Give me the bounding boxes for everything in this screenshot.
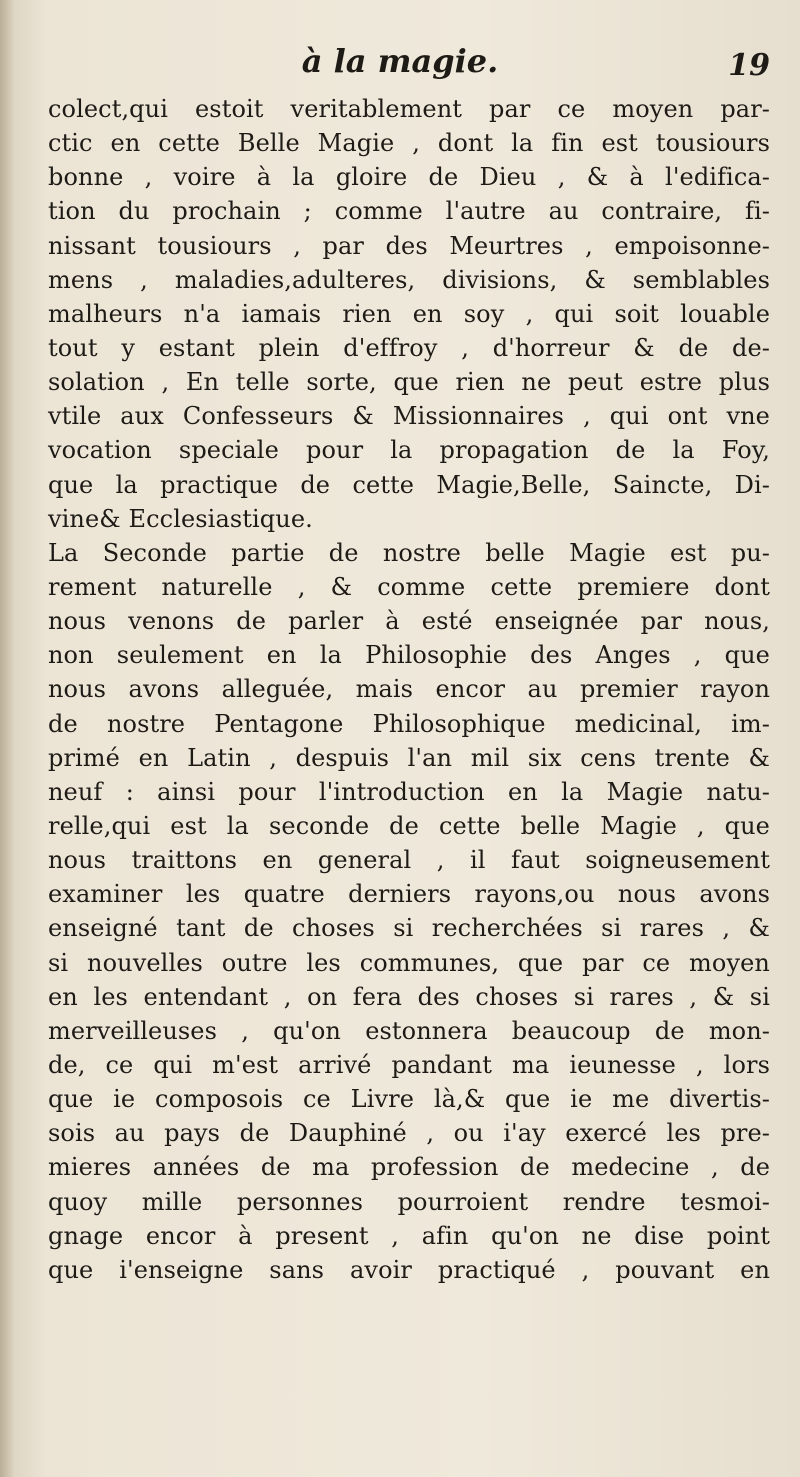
text-line: enseigné tant de choses si recherchées si rares , & — [48, 914, 770, 943]
text-line: nissant tousiours , par des Meurtres , empoisonne- — [48, 231, 770, 260]
text-line: mens , maladies,adulteres, divisions, & semblables — [48, 265, 770, 294]
text-line: tion du prochain ; comme l'autre au contraire, fi- — [48, 197, 770, 226]
text-line: solation , En telle sorte, que rien ne peut estre plus — [48, 368, 770, 397]
text-line: que i'enseigne sans avoir practiqué , pouvant en — [48, 1255, 770, 1284]
text-line: vocation speciale pour la propagation de la Foy, — [48, 436, 770, 465]
text-line: que la practique de cette Magie,Belle, Saincte, Di- — [48, 470, 770, 499]
text-line: neuf : ainsi pour l'introduction en la Magie natu- — [48, 777, 770, 806]
text-line: nous venons de parler à esté enseignée par nous, — [48, 607, 770, 636]
text-line: malheurs n'a iamais rien en soy , qui soit louable — [48, 299, 770, 328]
text-line: merveilleuses , qu'on estonnera beaucoup de mon- — [48, 1016, 770, 1045]
page-gutter — [0, 0, 14, 1477]
text-line: si nouvelles outre les communes, que par ce moyen — [48, 948, 770, 977]
text-line: ctic en cette Belle Magie , dont la fin est tousiours — [48, 129, 770, 158]
text-line: que ie composois ce Livre là,& que ie me divertis- — [48, 1085, 770, 1114]
text-line: non seulement en la Philosophie des Anges , que — [48, 641, 770, 670]
text-line: gnage encor à present , afin qu'on ne dise point — [48, 1221, 770, 1250]
text-line: primé en Latin , despuis l'an mil six cens trente & — [48, 743, 770, 772]
text-line: La Seconde partie de nostre belle Magie est pu- — [48, 538, 770, 567]
text-line: vine& Ecclesiastique. — [48, 504, 313, 533]
text-line: nous traittons en general , il faut soigneusement — [48, 846, 770, 875]
text-line: de, ce qui m'est arrivé pandant ma ieunesse , lors — [48, 1050, 770, 1079]
text-line: de nostre Pentagone Philosophique medicinal, im- — [48, 709, 770, 738]
text-line: bonne , voire à la gloire de Dieu , & à l'edifica- — [48, 163, 770, 192]
running-title: à la magie. — [301, 42, 499, 80]
text-line: examiner les quatre derniers rayons,ou nous avons — [48, 880, 770, 909]
paragraph-1 — [48, 92, 770, 536]
text-line: sois au pays de Dauphiné , ou i'ay exercé les pre- — [48, 1119, 770, 1148]
page-number: 19 — [728, 48, 770, 83]
text-line: tout y estant plein d'effroy , d'horreur & de de- — [48, 333, 770, 362]
running-head — [0, 42, 800, 82]
text-line: nous avons alleguée, mais encor au premier rayon — [48, 675, 770, 704]
text-line: vtile aux Confesseurs & Missionnaires , qui ont vne — [48, 402, 770, 431]
text-line: colect,qui estoit veritablement par ce moyen par- — [48, 95, 770, 123]
text-line: mieres années de ma profession de medecine , de — [48, 1153, 770, 1182]
text-line: rement naturelle , & comme cette premiere dont — [48, 572, 770, 601]
text-line: quoy mille personnes pourroient rendre tesmoi- — [48, 1187, 770, 1216]
text-line: en les entendant , on fera des choses si rares , & si — [48, 982, 770, 1011]
text-line: relle,qui est la seconde de cette belle Magie , que — [48, 811, 770, 840]
text-body — [48, 92, 770, 1287]
paragraph-2 — [48, 536, 770, 1287]
